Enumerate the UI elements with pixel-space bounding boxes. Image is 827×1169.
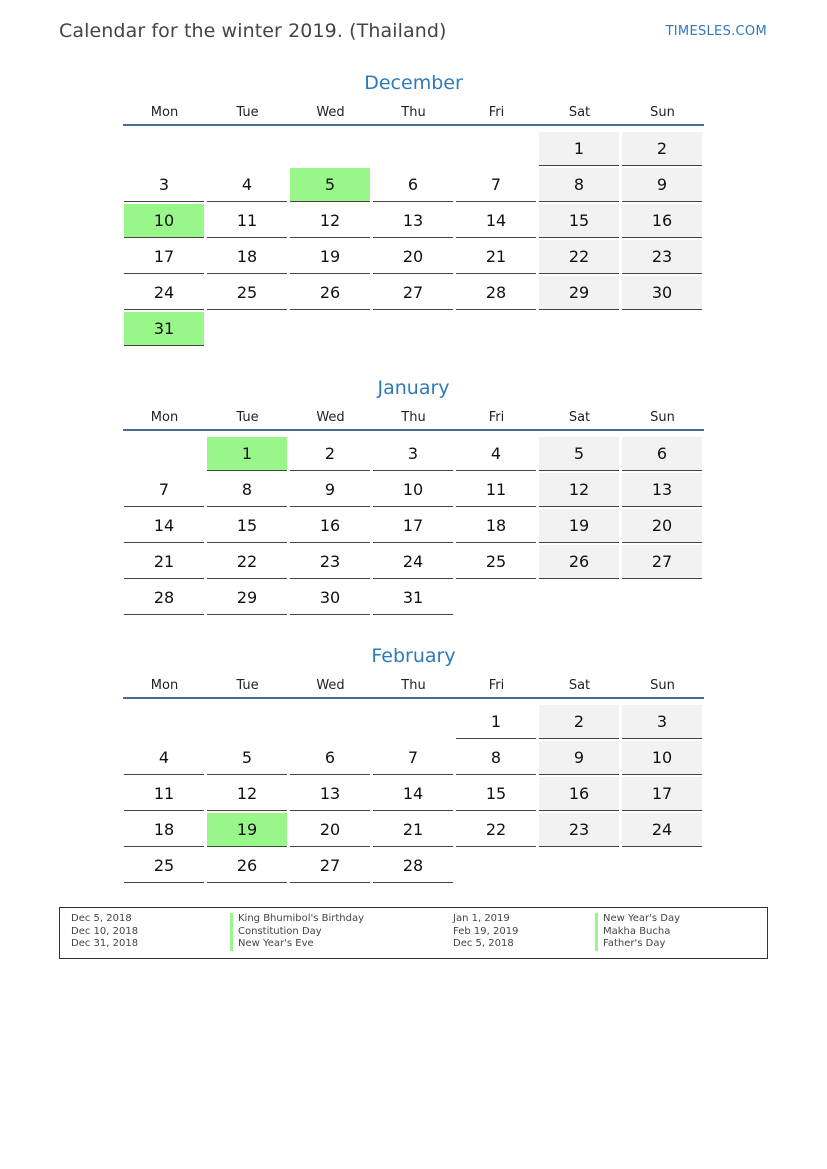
- site-link[interactable]: TIMESLES.COM: [665, 24, 767, 39]
- month-december: [123, 70, 704, 346]
- weekday-header: [123, 679, 704, 699]
- weekday-label: Sat: [568, 410, 591, 425]
- day-cell: 27: [622, 545, 702, 579]
- weekday-label: Mon: [150, 105, 179, 120]
- day-cell: 16: [622, 204, 702, 238]
- weekday-label: Sun: [650, 410, 675, 425]
- weekday-label: Tue: [236, 678, 259, 693]
- day-cell: 19: [539, 509, 619, 543]
- day-cell: 1: [539, 132, 619, 166]
- empty-cell: [290, 705, 370, 739]
- day-cell: 2: [539, 705, 619, 739]
- month-title: January: [377, 377, 450, 399]
- day-cell: 22: [539, 240, 619, 274]
- empty-cell: [373, 705, 453, 739]
- day-cell: 4: [207, 168, 287, 202]
- day-cell: 4: [456, 437, 536, 471]
- weekday-label: Mon: [150, 678, 179, 693]
- day-cell: 14: [124, 509, 204, 543]
- legend-date: Feb 19, 2019: [453, 925, 519, 937]
- weekday-label: Sun: [650, 678, 675, 693]
- day-cell: 27: [290, 849, 370, 883]
- empty-cell: [207, 132, 287, 166]
- day-cell: 17: [373, 509, 453, 543]
- day-cell: 31: [373, 581, 453, 615]
- day-cell: 26: [539, 545, 619, 579]
- day-cell: 14: [456, 204, 536, 238]
- weekday-header: [123, 411, 704, 431]
- day-cell: 7: [456, 168, 536, 202]
- holiday-day-cell: 31: [124, 312, 204, 346]
- page-title: Calendar for the winter 2019. (Thailand): [59, 20, 447, 42]
- day-cell: 22: [456, 813, 536, 847]
- weekday-label: Sat: [568, 105, 591, 120]
- holiday-legend: [59, 907, 768, 959]
- day-cell: 11: [456, 473, 536, 507]
- day-grid: [123, 699, 704, 883]
- day-cell: 25: [207, 276, 287, 310]
- day-cell: 27: [373, 276, 453, 310]
- day-cell: 7: [124, 473, 204, 507]
- day-cell: 21: [373, 813, 453, 847]
- empty-cell: [373, 132, 453, 166]
- weekday-label: Sat: [568, 678, 591, 693]
- day-cell: 8: [539, 168, 619, 202]
- day-cell: 17: [124, 240, 204, 274]
- day-cell: 15: [539, 204, 619, 238]
- month-title: February: [371, 645, 456, 667]
- month-january: [123, 375, 704, 615]
- day-grid: [123, 431, 704, 615]
- day-cell: 2: [622, 132, 702, 166]
- day-cell: 6: [373, 168, 453, 202]
- day-cell: 18: [456, 509, 536, 543]
- day-cell: 3: [622, 705, 702, 739]
- day-cell: 30: [290, 581, 370, 615]
- day-cell: 29: [539, 276, 619, 310]
- day-cell: 23: [622, 240, 702, 274]
- legend-date: Jan 1, 2019: [453, 913, 510, 924]
- legend-holiday-name: Father's Day: [595, 938, 680, 951]
- day-cell: 17: [622, 777, 702, 811]
- legend-dates-right: [453, 913, 518, 951]
- day-cell: 18: [207, 240, 287, 274]
- day-cell: 23: [290, 545, 370, 579]
- legend-holiday-name: King Bhumibol's Birthday: [230, 913, 364, 926]
- empty-cell: [124, 132, 204, 166]
- legend-date: Dec 10, 2018: [71, 925, 139, 937]
- day-cell: 25: [456, 545, 536, 579]
- weekday-label: Thu: [401, 678, 426, 693]
- empty-cell: [207, 705, 287, 739]
- day-cell: 8: [456, 741, 536, 775]
- day-cell: 22: [207, 545, 287, 579]
- legend-holiday-name: New Year's Eve: [230, 938, 364, 951]
- day-cell: 6: [622, 437, 702, 471]
- legend-date: Dec 31, 2018: [71, 938, 139, 950]
- weekday-label: Sun: [650, 105, 675, 120]
- holiday-day-cell: 1: [207, 437, 287, 471]
- legend-date: Dec 5, 2018: [71, 913, 132, 924]
- empty-cell: [124, 705, 204, 739]
- weekday-label: Thu: [401, 410, 426, 425]
- day-cell: 28: [373, 849, 453, 883]
- legend-holiday-name: Constitution Day: [230, 926, 364, 939]
- weekday-header: [123, 106, 704, 126]
- legend-holiday-name: Makha Bucha: [595, 926, 680, 939]
- day-cell: 2: [290, 437, 370, 471]
- day-cell: 9: [290, 473, 370, 507]
- day-cell: 15: [207, 509, 287, 543]
- day-cell: 6: [290, 741, 370, 775]
- holiday-day-cell: 5: [290, 168, 370, 202]
- weekday-label: Tue: [236, 105, 259, 120]
- weekday-label: Wed: [316, 410, 345, 425]
- day-cell: 28: [456, 276, 536, 310]
- month-february: [123, 643, 704, 883]
- day-cell: 3: [124, 168, 204, 202]
- day-cell: 26: [207, 849, 287, 883]
- day-cell: 20: [373, 240, 453, 274]
- day-grid: [123, 126, 704, 346]
- day-cell: 5: [207, 741, 287, 775]
- day-cell: 7: [373, 741, 453, 775]
- legend-holiday-name: New Year's Day: [595, 913, 680, 926]
- day-cell: 24: [124, 276, 204, 310]
- holiday-day-cell: 10: [124, 204, 204, 238]
- day-cell: 26: [290, 276, 370, 310]
- holiday-day-cell: 19: [207, 813, 287, 847]
- day-cell: 4: [124, 741, 204, 775]
- day-cell: 1: [456, 705, 536, 739]
- legend-names-right: [595, 913, 680, 951]
- day-cell: 21: [124, 545, 204, 579]
- day-cell: 16: [539, 777, 619, 811]
- weekday-label: Mon: [150, 410, 179, 425]
- weekday-label: Fri: [488, 105, 505, 120]
- day-cell: 9: [539, 741, 619, 775]
- day-cell: 24: [622, 813, 702, 847]
- day-cell: 9: [622, 168, 702, 202]
- day-cell: 18: [124, 813, 204, 847]
- day-cell: 12: [290, 204, 370, 238]
- day-cell: 12: [539, 473, 619, 507]
- day-cell: 21: [456, 240, 536, 274]
- weekday-label: Wed: [316, 678, 345, 693]
- day-cell: 16: [290, 509, 370, 543]
- weekday-label: Wed: [316, 105, 345, 120]
- day-cell: 29: [207, 581, 287, 615]
- month-title: December: [364, 72, 463, 94]
- day-cell: 24: [373, 545, 453, 579]
- day-cell: 20: [622, 509, 702, 543]
- day-cell: 11: [124, 777, 204, 811]
- legend-names-left: [230, 913, 364, 951]
- day-cell: 11: [207, 204, 287, 238]
- legend-date: Dec 5, 2018: [453, 938, 514, 950]
- weekday-label: Thu: [401, 105, 426, 120]
- weekday-label: Fri: [488, 410, 505, 425]
- day-cell: 10: [373, 473, 453, 507]
- legend-dates-left: [71, 913, 138, 951]
- weekday-label: Tue: [236, 410, 259, 425]
- day-cell: 13: [373, 204, 453, 238]
- day-cell: 13: [622, 473, 702, 507]
- day-cell: 5: [539, 437, 619, 471]
- day-cell: 25: [124, 849, 204, 883]
- empty-cell: [290, 132, 370, 166]
- day-cell: 23: [539, 813, 619, 847]
- day-cell: 3: [373, 437, 453, 471]
- day-cell: 28: [124, 581, 204, 615]
- weekday-label: Fri: [488, 678, 505, 693]
- day-cell: 30: [622, 276, 702, 310]
- day-cell: 14: [373, 777, 453, 811]
- day-cell: 20: [290, 813, 370, 847]
- day-cell: 10: [622, 741, 702, 775]
- day-cell: 15: [456, 777, 536, 811]
- day-cell: 12: [207, 777, 287, 811]
- empty-cell: [456, 132, 536, 166]
- day-cell: 13: [290, 777, 370, 811]
- empty-cell: [124, 437, 204, 471]
- day-cell: 19: [290, 240, 370, 274]
- day-cell: 8: [207, 473, 287, 507]
